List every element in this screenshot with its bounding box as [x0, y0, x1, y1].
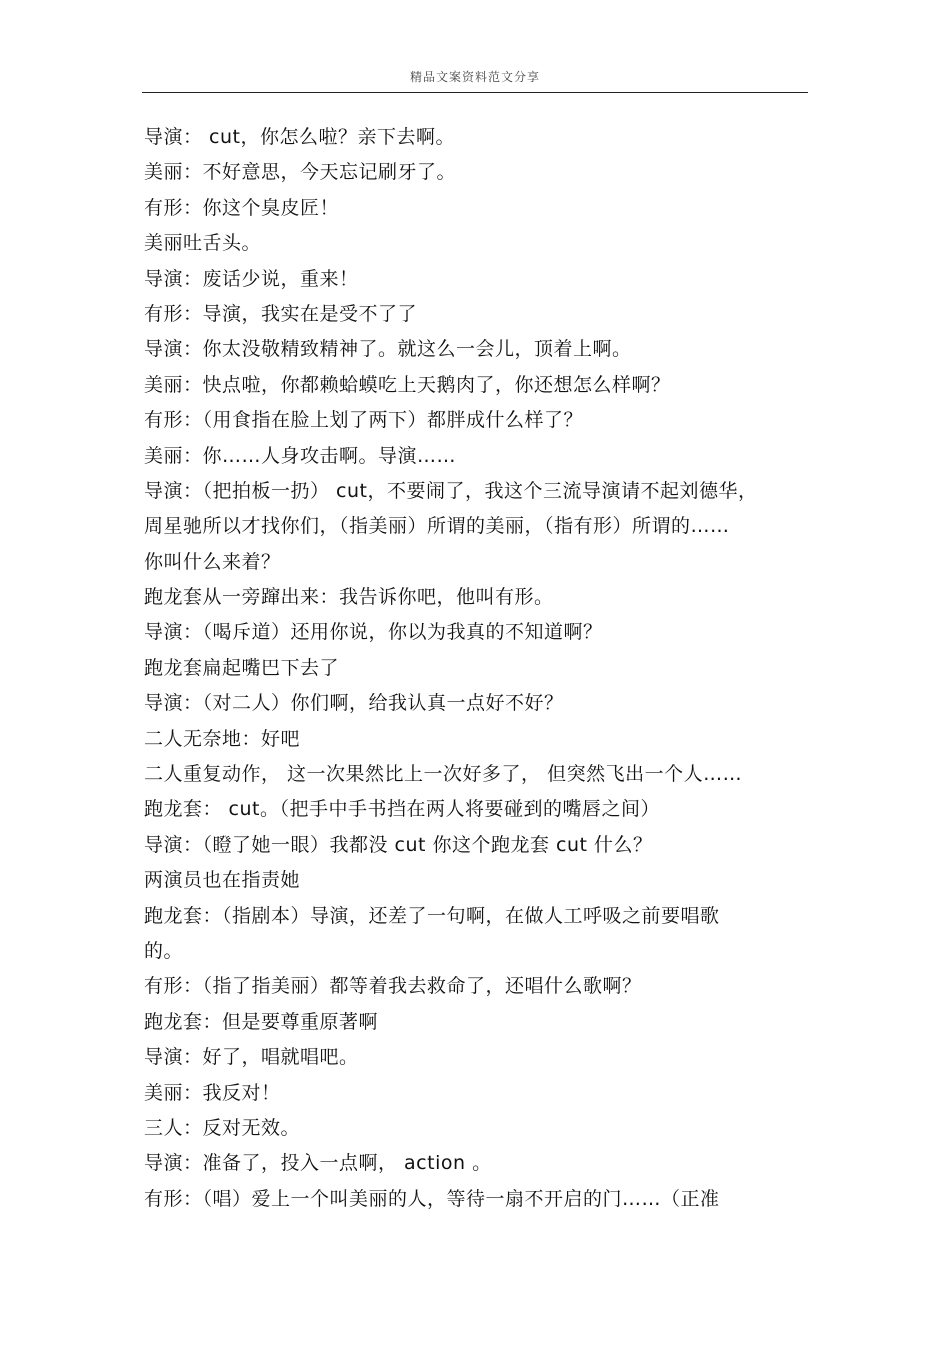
script-line: 有形：导演，我实在是受不了了 — [144, 302, 418, 325]
script-line: 美丽：我反对！ — [144, 1081, 281, 1104]
script-body — [144, 120, 804, 1217]
script-line: 跑龙套： cut。（把手中手书挡在两人将要碰到的嘴唇之间） — [144, 798, 660, 821]
script-line: 导演：（对二人）你们啊，给我认真一点好不好？ — [144, 692, 564, 715]
page-header — [142, 60, 808, 93]
script-line: 导演：（喝斥道）还用你说，你以为我真的不知道啊？ — [144, 621, 603, 644]
script-line: 你叫什么来着？ — [144, 550, 281, 573]
script-line: 的。 — [144, 939, 184, 962]
script-line: 跑龙套从一旁蹿出来：我告诉你吧，他叫有形。 — [144, 586, 554, 609]
script-line: 有形：你这个臭皮匠！ — [144, 196, 340, 219]
script-line: 跑龙套扁起嘴巴下去了 — [144, 656, 340, 679]
script-line: 美丽：不好意思，今天忘记刷牙了。 — [144, 161, 457, 184]
script-line: 有形：（唱）爱上一个叫美丽的人，等待一扇不开启的门……（正准 — [144, 1187, 720, 1210]
script-line: 二人重复动作， 这一次果然比上一次好多了， 但突然飞出一个人…… — [144, 763, 743, 786]
script-line: 导演：（瞪了她一眼）我都没 cut 你这个跑龙套 cut 什么？ — [144, 833, 653, 856]
script-line: 三人：反对无效。 — [144, 1116, 301, 1139]
script-line: 导演： cut，你怎么啦？亲下去啊。 — [144, 126, 455, 148]
script-line: 导演：（把拍板一扔） cut，不要闹了，我这个三流导演请不起刘德华， — [144, 479, 758, 502]
header-text: 精品文案资料范文分享 — [409, 70, 540, 84]
script-line: 导演：废话少说，重来！ — [144, 267, 359, 290]
script-line: 二人无奈地：好吧 — [144, 727, 301, 750]
script-line: 有形：（指了指美丽）都等着我去救命了，还唱什么歌啊？ — [144, 975, 642, 998]
script-line: 导演：你太没敬精致精神了。就这么一会儿，顶着上啊。 — [144, 338, 632, 361]
script-line: 美丽：快点啦，你都赖蛤蟆吃上天鹅肉了，你还想怎么样啊？ — [144, 373, 671, 396]
script-line: 跑龙套：但是要尊重原著啊 — [144, 1010, 379, 1033]
script-line: 跑龙套：（指剧本）导演，还差了一句啊，在做人工呼吸之前要唱歌 — [144, 904, 720, 927]
script-line: 美丽吐舌头。 — [144, 232, 262, 255]
script-line: 导演：好了，唱就唱吧。 — [144, 1046, 359, 1069]
script-line: 有形：（用食指在脸上划了两下）都胖成什么样了？ — [144, 409, 584, 432]
script-line: 导演：准备了，投入一点啊， action 。 — [144, 1152, 492, 1175]
script-line: 周星驰所以才找你们，（指美丽）所谓的美丽，（指有形）所谓的…… — [144, 515, 730, 538]
script-line: 美丽：你……人身攻击啊。导演…… — [144, 444, 457, 467]
script-line: 两演员也在指责她 — [144, 869, 301, 892]
